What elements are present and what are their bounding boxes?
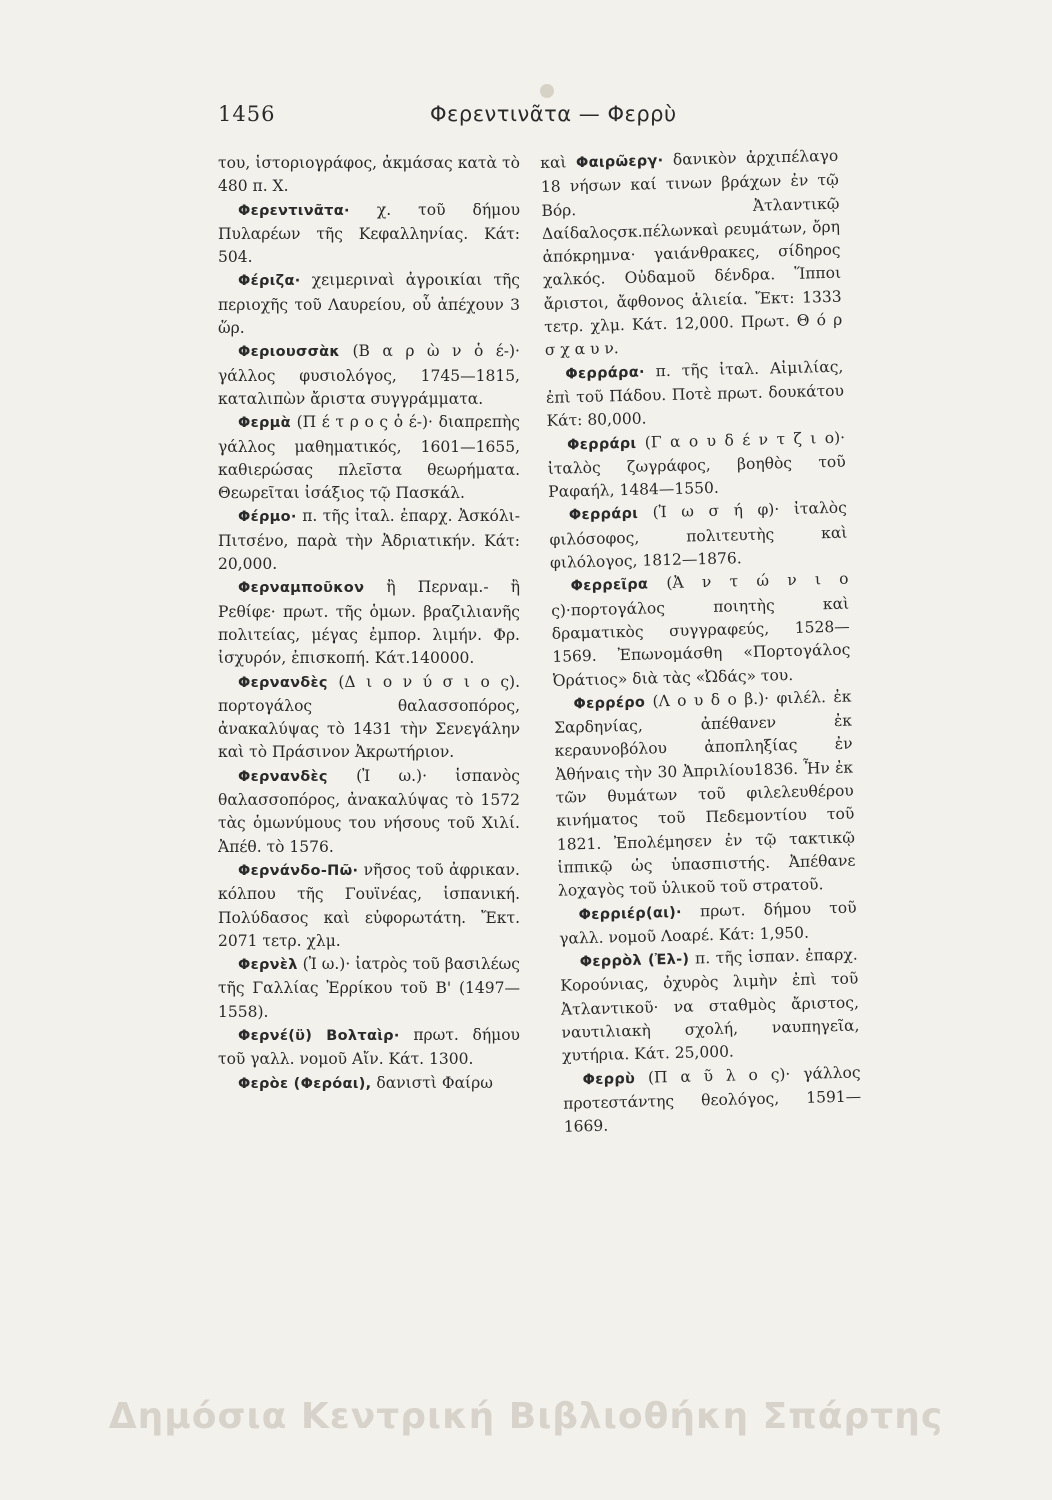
entry-text: (Ἰ ω.)· ἱσπανὸς θαλασσοπόρος, ἀνακαλύψας τὸ 1572 τὰς ὁμωνύμους του νήσους τοῦ Χιλί. Ἀπέθ. τὸ 1576. <box>218 766 520 856</box>
dictionary-entry <box>549 497 849 575</box>
entry-text: π. τῆς ἰταλ. ἐπαρχ. Ἀσκόλι-Πιτσένο, παρὰ τὴν Ἀδριατικήν. Κάτ: 20,000. <box>218 507 520 574</box>
dictionary-entry <box>545 355 845 433</box>
entry-text: χειμεριναὶ ἀγροικίαι τῆς περιοχῆς τοῦ Λαυρείου, οὗ ἀπέχουν 3 ὥρ. <box>218 271 520 338</box>
dictionary-entry <box>218 269 520 340</box>
dictionary-entry <box>218 859 520 953</box>
entry-headword: Φερρεῖρα <box>570 576 649 595</box>
right-column <box>540 145 865 1252</box>
entry-headword: Φέριζα· <box>238 273 301 290</box>
page-number: 1456 <box>218 102 276 126</box>
dictionary-entry <box>218 152 520 199</box>
entry-headword: Φερριέρ(αι)· <box>578 904 683 923</box>
entry-headword: Φερνανδὲς <box>238 768 328 785</box>
paper-stain <box>540 84 554 98</box>
entry-headword: Φέρμο· <box>238 509 297 526</box>
entry-text: (Γ α ο υ δ έ ν τ ζ ι ο)· ἰταλὸς ζωγράφος, βοηθὸς τοῦ Ραφαήλ, 1484—1550. <box>547 428 846 502</box>
dictionary-entry <box>218 505 520 576</box>
dictionary-entry <box>218 340 520 411</box>
entry-headword: Φερράρα· <box>565 364 645 383</box>
entry-text: πρωτ. δήμου τοῦ γαλλ. νομοῦ Αἴν. Κάτ. 1300. <box>218 1025 520 1069</box>
entry-text: (Ἰ ω σ ή φ)· ἰταλὸς φιλόσοφος, πολιτευτὴς καὶ φιλόλογος, 1812—1876. <box>549 499 848 572</box>
entry-text: (Λ ο υ δ ο β.)· φιλέλ. ἐκ Σαρδηνίας, ἀπέθανεν ἐκ κεραυνοβόλου ἀποπληξίας ἐν Ἀθήναις τὴν 30 Ἀπριλίου1836. Ἦν ἐκ τῶν θυμάτων τοῦ φιλελευθέρου κινήματος τοῦ Πεδεμοντίου τοῦ 1821. Ἐπολέμησεν ἐν τῷ τακτικῷ ἱππικῷ ὡς ὑπασπιστής. Ἀπέθανε λοχαγὸς τοῦ ὑλικοῦ τοῦ στρατοῦ. <box>553 687 856 900</box>
entry-headword: Φερναμποῦκον <box>238 580 365 597</box>
dictionary-entry <box>218 1024 520 1072</box>
page-header <box>218 102 830 136</box>
entry-headword: Φερνὲλ <box>238 957 298 974</box>
dictionary-entry <box>560 944 861 1069</box>
entry-headword: Φερράρι <box>566 435 637 453</box>
entry-text: (Π α ῦ λ ο ς)· γάλλος προτεστάντης θεολόγος, 1591—1669. <box>563 1063 862 1136</box>
entry-headword: Φερνέ(ϋ) Βολταὶρ· <box>238 1027 400 1044</box>
entry-text: ἢ Περναμ.- ἢ Ρεθίφε· πρωτ. τῆς ὁμων. βραζιλιανῆς πολιτείας, μέγας ἐμπορ. λιμήν. Φρ. ἰσχυρόν, ἐπισκοπή. Κάτ.140000. <box>218 578 520 668</box>
entry-text: πρωτ. δήμου τοῦ γαλλ. νομοῦ Λοαρέ. Κάτ: 1,950. <box>559 897 857 948</box>
entry-text: (Β α ρ ὼ ν ὁ έ-)· γάλλος φυσιολόγος, 1745—1815, καταλιπὼν ἄριστα συγγράμματα. <box>218 342 520 408</box>
dictionary-entry <box>218 953 520 1024</box>
dictionary-entry <box>218 1072 520 1096</box>
entry-text: π. τῆς ἱσπαν. ἐπαρχ. Κορούνιας, ὀχυρὸς λιμὴν ἐπὶ τοῦ Ἀτλαντικοῦ· να σταθμὸς ἄριστος, ναυτιλιακὴ σχολή, ναυπηγεῖα, χυτήρια. Κάτ. 25,000. <box>560 945 860 1066</box>
entry-text: χ. τοῦ δήμου Πυλαρέων τῆς Κεφαλληνίας. Κάτ: 504. <box>218 200 520 267</box>
entry-text: δανικὸν ἀρχιπέλαγο 18 νήσων καί τινων βράχων ἐν τῷ Βόρ. Ἀτλαντικῷ Δαίδαλοςσκ.πέλωνκαὶ ρευμάτων, ὄρη ἀπόκρημνα· γαιάνθρακες, σίδηρος χαλκός. Οὐδαμοῦ δένδρα. Ἵπποι ἄριστοι, ἄφθονος ἁλιεία. Ἔκτ: 1333 τετρ. χλμ. Κάτ. 12,000. Πρωτ. Θ ό ρ σ χ α υ ν. <box>540 146 843 360</box>
entry-headword: Φερμὰ <box>238 415 291 432</box>
entry-text: καὶ <box>540 153 577 172</box>
running-title: Φερεντινᾶτα — Φερρὺ <box>430 102 677 126</box>
entry-text: (Ἀ ν τ ώ ν ι ο ς)·πορτογάλος ποιητὴς καὶ δραματικὸς συγγραφεύς, 1528—1569. Ἐπωνομάσθη «Πορτογάλος Ὀράτιος» διὰ τὰς «Ὠδάς» του. <box>550 569 851 690</box>
dictionary-entry <box>553 685 856 903</box>
entry-headword: Φερὸε (Φερόαι), <box>238 1075 372 1092</box>
dictionary-entry <box>218 671 520 765</box>
dictionary-entry <box>558 896 857 951</box>
entry-headword: Φαιρῶεργ· <box>575 152 664 172</box>
entry-headword: Φερρὸλ (Ἐλ-) <box>579 951 690 971</box>
entry-text: (Π έ τ ρ ο ς ὁ έ-)· διαπρεπὴς γάλλος μαθηματικός, 1601—1655, καθιερώσας πλεῖστα θεωρήματα. Θεωρεῖται ἰσάξιος τῷ Πασκάλ. <box>218 413 520 503</box>
entry-text: π. τῆς ἰταλ. Αἰμιλίας, ἐπὶ τοῦ Πάδου. Ποτὲ πρωτ. δουκάτου Κάτ: 80,000. <box>545 357 845 431</box>
library-watermark: Δημόσια Κεντρική Βιβλιοθήκη Σπάρτης <box>108 1396 944 1437</box>
entry-headword: Φερνανδὲς <box>238 674 328 691</box>
dictionary-entry <box>547 426 847 504</box>
left-column <box>218 152 520 1096</box>
entry-headword: Φερεντινᾶτα· <box>238 202 350 219</box>
entry-text: νῆσος τοῦ ἀφρικαν. κόλπου τῆς Γουϊνέας, ἱσπανική. Πολύδασος καὶ εὐφορωτάτη. Ἔκτ. 2071 τετρ. χλμ. <box>218 860 520 950</box>
entry-text: δανιστὶ Φαίρω <box>371 1073 493 1092</box>
dictionary-entry <box>550 568 851 693</box>
dictionary-entry <box>218 576 520 670</box>
dictionary-entry <box>218 411 520 505</box>
entry-headword: Φερνάνδο-Πῶ· <box>238 862 359 879</box>
entry-text: του, ἱστοριογράφος, ἀκμάσας κατὰ τὸ 480 π. Χ. <box>218 154 520 196</box>
dictionary-entry <box>562 1061 862 1139</box>
entry-text: (Ἰ ω.)· ἰατρὸς τοῦ βασιλέως τῆς Γαλλίας Ἐρρίκου τοῦ Β' (1497—1558). <box>218 955 520 1021</box>
entry-headword: Φερράρι <box>568 506 639 524</box>
entry-text: (Δ ι ο ν ύ σ ι ο ς). πορτογάλος θαλασσοπόρος, ἀνακαλύψας τὸ 1431 τὴν Σενεγάλην καὶ τὸ Πράσινον Ἀκρωτήριον. <box>218 672 520 762</box>
entry-headword: Φεριουσσὰκ <box>238 344 341 361</box>
dictionary-entry <box>218 199 520 270</box>
dictionary-entry <box>540 145 843 363</box>
entry-headword: Φερρὺ <box>582 1070 636 1088</box>
entry-headword: Φερρέρο <box>573 694 646 713</box>
dictionary-entry <box>218 765 520 859</box>
